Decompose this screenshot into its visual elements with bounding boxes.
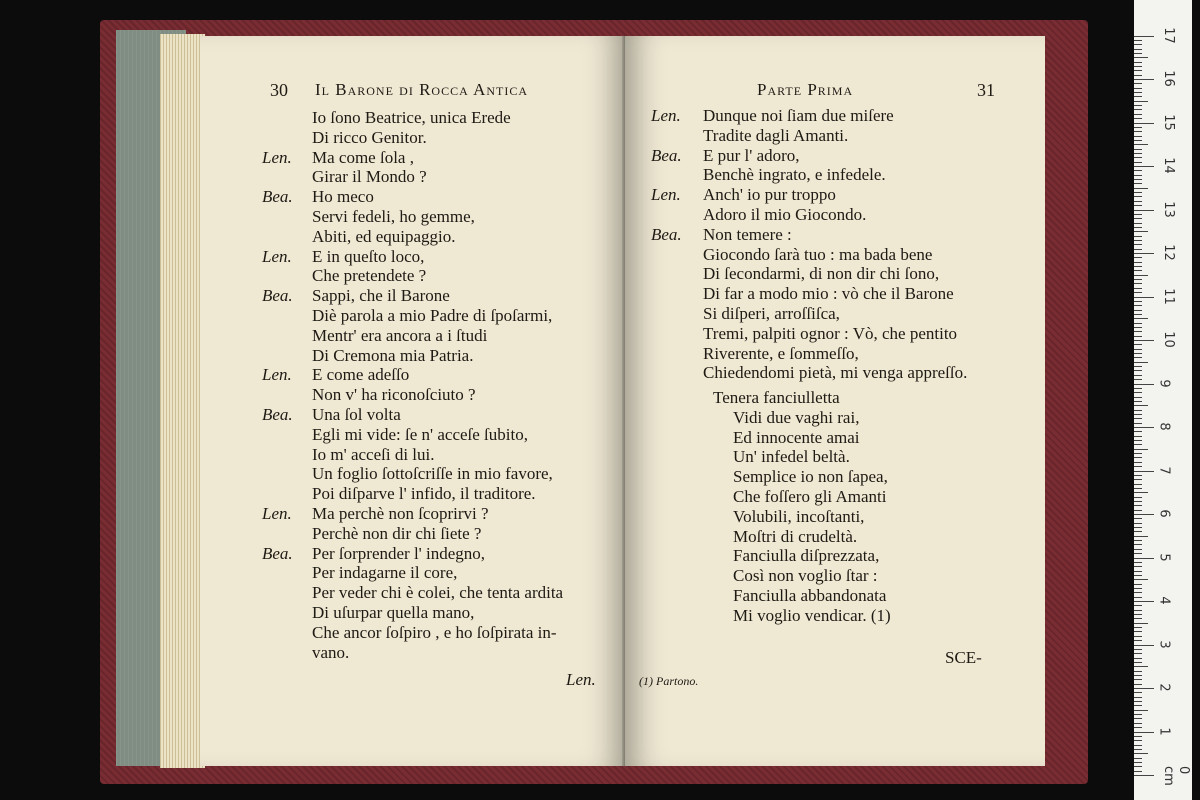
ruler-tick	[1134, 536, 1148, 537]
verse-line: Tremi, palpiti ognor : Vò, che pentito	[703, 323, 958, 343]
ruler-tick	[1134, 262, 1142, 263]
ruler-tick	[1134, 618, 1142, 619]
ruler-tick	[1134, 658, 1142, 659]
ruler-tick	[1134, 283, 1142, 284]
verse-line: Di Cremona mia Patria.	[312, 345, 474, 365]
ruler-tick	[1134, 205, 1142, 206]
page-number: 31	[977, 80, 995, 100]
ruler-tick	[1134, 749, 1142, 750]
ruler-tick	[1134, 179, 1142, 180]
speaker-label: Len.	[651, 106, 681, 125]
ruler-tick	[1134, 49, 1142, 50]
ruler-tick	[1134, 605, 1142, 606]
ruler-tick	[1134, 183, 1142, 184]
ruler-tick	[1134, 105, 1142, 106]
ruler-tick	[1134, 175, 1142, 176]
verse-line: Servi fedeli, ho gemme,	[312, 207, 475, 226]
verse-line: Ma come ſola ,	[312, 147, 414, 167]
page-edges	[160, 34, 205, 768]
verse-line: Giocondo ſarà tuo : ma bada bene	[703, 244, 933, 264]
ruler-tick	[1134, 118, 1142, 119]
ruler-tick	[1134, 323, 1142, 324]
ruler-tick	[1134, 558, 1154, 559]
ruler-tick	[1134, 501, 1142, 502]
ruler-tick	[1134, 584, 1142, 585]
ruler-tick	[1134, 457, 1142, 458]
speaker-label: Bea.	[262, 543, 293, 563]
ruler-tick	[1134, 410, 1142, 411]
ruler-tick	[1134, 101, 1148, 102]
catchword: SCE-	[945, 648, 982, 667]
ruler-tick	[1134, 62, 1142, 63]
ruler-tick	[1134, 349, 1142, 350]
ruler-label: 0 cm	[1161, 766, 1191, 786]
ruler-tick	[1134, 671, 1142, 672]
speaker-label: Bea.	[651, 145, 682, 165]
verse-line: Abiti, ed equipaggio.	[312, 226, 456, 246]
ruler-tick	[1134, 488, 1142, 489]
verse-line: vano.	[312, 642, 350, 662]
verse-line: Ma perchè non ſcoprirvi ?	[312, 504, 489, 523]
ruler-tick	[1134, 201, 1142, 202]
ruler-tick	[1134, 336, 1142, 337]
ruler-tick	[1134, 405, 1148, 406]
verse-line: Girar il Mondo ?	[312, 167, 427, 187]
ruler-tick	[1134, 53, 1142, 54]
ruler-tick	[1134, 505, 1142, 506]
ruler-tick	[1134, 640, 1142, 641]
ruler-tick	[1134, 710, 1148, 711]
running-header: Parte Prima	[757, 80, 854, 99]
ruler-tick	[1134, 196, 1142, 197]
verse-line: Anch' io pur troppo	[703, 185, 836, 205]
ruler-tick	[1134, 727, 1142, 728]
ruler-label: 3	[1156, 639, 1172, 649]
ruler-tick	[1134, 297, 1154, 298]
ruler-label: 14	[1160, 157, 1176, 174]
verse-line: Diè parola a mio Padre di ſpoſarmi,	[312, 306, 553, 325]
ruler-tick	[1134, 423, 1142, 424]
verse-line: Per veder chi è colei, che tenta ardita	[312, 583, 564, 603]
ruler-label: 17	[1160, 26, 1176, 44]
ruler-tick	[1134, 692, 1142, 693]
speaker-label: Bea.	[262, 286, 293, 306]
ruler-tick	[1134, 762, 1142, 763]
catchword: Len.	[566, 670, 596, 689]
ruler-label: 8	[1156, 422, 1172, 431]
ruler-tick	[1134, 157, 1142, 158]
ruler-tick	[1134, 627, 1142, 628]
ruler-tick	[1134, 610, 1142, 611]
ruler-tick	[1134, 136, 1142, 137]
ruler-tick	[1134, 96, 1142, 97]
ruler-tick	[1134, 471, 1154, 472]
ruler-tick	[1134, 253, 1154, 254]
ruler-label: 11	[1160, 287, 1176, 305]
ruler-tick	[1134, 144, 1148, 145]
ruler-tick	[1134, 88, 1142, 89]
ruler-tick	[1134, 75, 1142, 76]
ruler-tick	[1134, 645, 1154, 646]
ruler-tick	[1134, 740, 1142, 741]
verse-line: Io ſono Beatrice, unica Erede	[312, 108, 511, 127]
ruler-tick	[1134, 614, 1142, 615]
verse-line: E come adeſſo	[312, 365, 410, 385]
ruler-tick	[1134, 318, 1148, 319]
ruler-tick	[1134, 401, 1142, 402]
ruler-tick	[1134, 114, 1142, 115]
aria-line: Ed innocente amai	[733, 427, 860, 447]
ruler-tick	[1134, 331, 1142, 332]
ruler-tick	[1134, 388, 1142, 389]
ruler-tick	[1134, 210, 1154, 211]
ruler-tick	[1134, 688, 1154, 689]
ruler-tick	[1134, 705, 1142, 706]
ruler-tick	[1134, 679, 1142, 680]
speaker-label: Bea.	[651, 224, 682, 244]
ruler-tick	[1134, 427, 1154, 428]
verse-line: Io m' acceſi di lui.	[312, 444, 435, 464]
aria-line: Fanciulla diſprezzata,	[733, 546, 880, 566]
speaker-label: Len.	[262, 504, 292, 523]
ruler-tick	[1134, 697, 1142, 698]
ruler-tick	[1134, 475, 1142, 476]
verse-line: Tradite dagli Amanti.	[703, 125, 849, 145]
ruler-tick	[1134, 484, 1142, 485]
ruler-tick	[1134, 514, 1154, 515]
ruler-tick	[1134, 397, 1142, 398]
ruler-tick	[1134, 166, 1154, 167]
ruler-tick	[1134, 714, 1142, 715]
ruler-tick	[1134, 227, 1142, 228]
ruler-tick	[1134, 732, 1154, 733]
verse-line: Che pretendete ?	[312, 266, 427, 286]
ruler-tick	[1134, 479, 1142, 480]
verse-line: Adoro il mio Giocondo.	[703, 205, 867, 224]
ruler-tick	[1134, 592, 1142, 593]
verse-line: Dunque noi ſiam due miſere	[703, 106, 894, 125]
speaker-label: Len.	[262, 246, 292, 266]
ruler-label: 5	[1156, 552, 1172, 562]
verse-line: Di far a modo mio : vò che il Barone	[703, 284, 954, 304]
ruler-tick	[1134, 292, 1142, 293]
verse-line: Non temere :	[703, 224, 792, 244]
ruler-tick	[1134, 518, 1142, 519]
ruler-tick	[1134, 653, 1142, 654]
ruler-tick	[1134, 153, 1142, 154]
ruler-tick	[1134, 127, 1142, 128]
ruler-tick	[1134, 275, 1148, 276]
ruler-label: 2	[1156, 683, 1172, 692]
speaker-label: Len.	[651, 185, 681, 205]
aria-line: Moſtri di crudeltà.	[733, 526, 858, 546]
ruler-tick	[1134, 257, 1142, 258]
ruler-tick	[1134, 240, 1142, 241]
ruler-tick	[1134, 392, 1142, 393]
ruler-tick	[1134, 575, 1142, 576]
ruler-tick	[1134, 531, 1142, 532]
ruler-tick	[1134, 270, 1142, 271]
ruler-tick	[1134, 492, 1148, 493]
speaker-label: Bea.	[262, 405, 293, 424]
footnote: (1) Partono.	[639, 674, 699, 688]
ruler-label: 12	[1160, 244, 1176, 261]
ruler-label: 16	[1160, 70, 1176, 87]
ruler-tick	[1134, 231, 1148, 232]
verse-line: Di ricco Genitor.	[312, 127, 427, 147]
aria-line: Volubili, incoſtanti,	[733, 506, 865, 526]
aria-line: Tenera fanciulletta	[713, 388, 840, 407]
ruler-label: 10	[1160, 331, 1176, 348]
ruler-tick	[1134, 775, 1154, 776]
ruler-tick	[1134, 745, 1142, 746]
left-page	[200, 36, 625, 766]
ruler-tick	[1134, 527, 1142, 528]
ruler-tick	[1134, 662, 1142, 663]
ruler-tick	[1134, 162, 1142, 163]
ruler-tick	[1134, 753, 1148, 754]
ruler-tick	[1134, 288, 1142, 289]
aria-line: Vidi due vaghi rai,	[733, 407, 860, 427]
ruler-tick	[1134, 444, 1142, 445]
speaker-label: Len.	[262, 365, 292, 385]
measuring-ruler	[1134, 0, 1192, 800]
ruler-tick	[1134, 192, 1142, 193]
ruler-tick	[1134, 375, 1142, 376]
ruler-tick	[1134, 266, 1142, 267]
ruler-tick	[1134, 649, 1142, 650]
ruler-tick	[1134, 553, 1142, 554]
ruler-tick	[1134, 188, 1148, 189]
ruler-tick	[1134, 327, 1142, 328]
verse-line: Per indagarne il core,	[312, 563, 458, 583]
ruler-tick	[1134, 301, 1142, 302]
ruler-tick	[1134, 623, 1148, 624]
ruler-tick	[1134, 431, 1142, 432]
verse-line: E in queſto loco,	[312, 246, 425, 266]
ruler-tick	[1134, 675, 1142, 676]
ruler-tick	[1134, 601, 1154, 602]
ruler-tick	[1134, 244, 1142, 245]
ruler-tick	[1134, 631, 1142, 632]
verse-line: Di uſurpar quella mano,	[312, 603, 475, 622]
ruler-label: 4	[1156, 596, 1172, 605]
verse-line: Mentr' era ancora a i ſtudi	[312, 325, 488, 345]
ruler-tick	[1134, 684, 1142, 685]
ruler-tick	[1134, 523, 1142, 524]
ruler-tick	[1134, 453, 1142, 454]
verse-line: E pur l' adoro,	[703, 145, 800, 165]
ruler-label: 15	[1160, 113, 1176, 131]
ruler-label: 7	[1156, 465, 1172, 475]
ruler-tick	[1134, 379, 1142, 380]
ruler-tick	[1134, 279, 1142, 280]
ruler-tick	[1134, 384, 1154, 385]
ruler-tick	[1134, 362, 1148, 363]
ruler-tick	[1134, 436, 1142, 437]
ruler-tick	[1134, 109, 1142, 110]
ruler-tick	[1134, 92, 1142, 93]
ruler-tick	[1134, 366, 1142, 367]
ruler-tick	[1134, 771, 1142, 772]
ruler-tick	[1134, 44, 1142, 45]
ruler-tick	[1134, 666, 1148, 667]
ruler-tick	[1134, 566, 1142, 567]
ruler-tick	[1134, 140, 1142, 141]
ruler-tick	[1134, 418, 1142, 419]
verse-line: Riverente, e ſommeſſo,	[703, 343, 859, 363]
ruler-tick	[1134, 170, 1142, 171]
aria-line: Fanciulla abbandonata	[733, 586, 887, 605]
verse-line: Egli mi vide: ſe n' acceſe ſubito,	[312, 424, 528, 444]
ruler-tick	[1134, 579, 1148, 580]
verse-line: Ho meco	[312, 187, 374, 207]
ruler-tick	[1134, 549, 1142, 550]
verse-line: Che ancor ſoſpiro , e ho ſoſpirata in-	[312, 622, 557, 642]
ruler-tick	[1134, 218, 1142, 219]
ruler-tick	[1134, 544, 1142, 545]
verse-line: Una ſol volta	[312, 405, 401, 424]
ruler-tick	[1134, 36, 1154, 37]
aria-line: Un' infedel beltà.	[733, 447, 850, 467]
ruler-tick	[1134, 340, 1154, 341]
ruler-tick	[1134, 223, 1142, 224]
ruler-tick	[1134, 562, 1142, 563]
verse-line: Un foglio ſottoſcriſſe in mio favore,	[312, 464, 553, 484]
ruler-tick	[1134, 353, 1142, 354]
ruler-tick	[1134, 758, 1142, 759]
ruler-tick	[1134, 57, 1148, 58]
ruler-tick	[1134, 310, 1142, 311]
ruler-tick	[1134, 701, 1142, 702]
ruler-tick	[1134, 66, 1142, 67]
ruler-tick	[1134, 40, 1142, 41]
verse-line: Benchè ingrato, e infedele.	[703, 165, 886, 185]
ruler-tick	[1134, 314, 1142, 315]
ruler-tick	[1134, 588, 1142, 589]
running-header: Il Barone di Rocca Antica	[315, 80, 529, 99]
ruler-label: 1	[1156, 726, 1172, 736]
ruler-tick	[1134, 766, 1142, 767]
verse-line: Perchè non dir chi ſiete ?	[312, 523, 482, 543]
verse-line: Non v' ha riconoſciuto ?	[312, 385, 476, 405]
ruler-label: 9	[1156, 378, 1172, 388]
aria-line: Semplice io non ſapea,	[733, 467, 888, 487]
ruler-tick	[1134, 440, 1142, 441]
ruler-tick	[1134, 249, 1142, 250]
verse-line: Di ſecondarmi, di non dir chi ſono,	[703, 264, 940, 284]
aria-line: Che foſſero gli Amanti	[733, 487, 887, 506]
ruler-tick	[1134, 214, 1142, 215]
ruler-tick	[1134, 83, 1142, 84]
ruler-tick	[1134, 131, 1142, 132]
aria-line: Mi voglio vendicar. (1)	[733, 605, 891, 625]
ruler-tick	[1134, 70, 1142, 71]
ruler-tick	[1134, 723, 1142, 724]
ruler-tick	[1134, 149, 1142, 150]
ruler-tick	[1134, 357, 1142, 358]
ruler-tick	[1134, 466, 1142, 467]
ruler-tick	[1134, 344, 1142, 345]
ruler-tick	[1134, 636, 1142, 637]
ruler-tick	[1134, 236, 1142, 237]
ruler-label: 13	[1160, 200, 1176, 218]
ruler-tick	[1134, 571, 1142, 572]
ruler-tick	[1134, 497, 1142, 498]
right-page	[625, 36, 1045, 766]
ruler-tick	[1134, 736, 1142, 737]
aria-line: Così non voglio ſtar :	[733, 566, 878, 586]
page-number: 30	[270, 80, 288, 100]
ruler-tick	[1134, 79, 1154, 80]
ruler-tick	[1134, 449, 1148, 450]
verse-line: Chiedendomi pietà, mi venga appreſſo.	[703, 363, 968, 383]
ruler-tick	[1134, 510, 1142, 511]
speaker-label: Bea.	[262, 187, 293, 207]
verse-line: Poi diſparve l' infido, il traditore.	[312, 484, 536, 504]
ruler-tick	[1134, 123, 1154, 124]
verse-line: Per ſorprender l' indegno,	[312, 543, 486, 563]
ruler-tick	[1134, 597, 1142, 598]
verse-line: Si diſperi, arroſſiſca,	[703, 304, 840, 323]
ruler-tick	[1134, 462, 1142, 463]
ruler-tick	[1134, 540, 1142, 541]
ruler-tick	[1134, 370, 1142, 371]
ruler-tick	[1134, 305, 1142, 306]
ruler-tick	[1134, 718, 1142, 719]
verse-line: Sappi, che il Barone	[312, 286, 450, 306]
ruler-label: 6	[1156, 509, 1172, 518]
speaker-label: Len.	[262, 147, 292, 167]
ruler-tick	[1134, 414, 1142, 415]
